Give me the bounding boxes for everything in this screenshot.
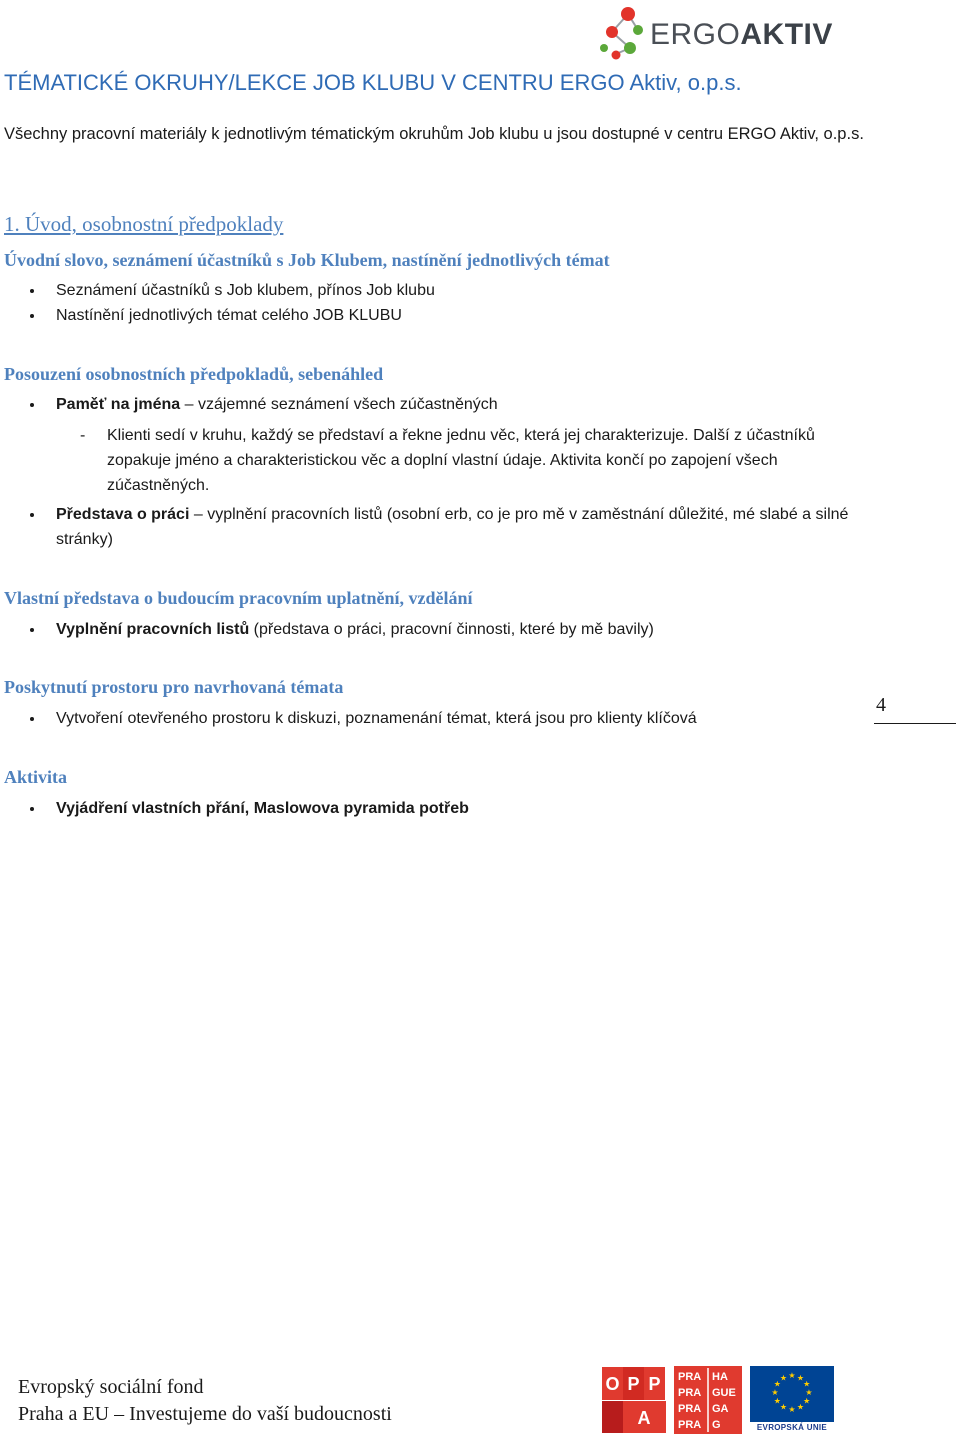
bullet-bold-text: Vyplnění pracovních listů — [56, 621, 250, 638]
praha-cell: G — [712, 1419, 721, 1431]
bullet-bold-text: Představa o práci — [56, 506, 190, 523]
footer-line-2: Praha a EU – Investujeme do vaší budoucnosti — [18, 1403, 392, 1425]
list-item: Nastínění jednotlivých témat celého JOB KLUBU — [30, 303, 860, 328]
svg-text:★: ★ — [771, 1388, 779, 1397]
eu-label: EVROPSKÁ UNIE — [756, 1423, 828, 1432]
footer-text — [18, 1374, 392, 1428]
page-number-rule — [874, 723, 956, 724]
bullet-text: (představa o práci, pracovní činnosti, které by mě bavily) — [249, 621, 654, 638]
praha-cell: PRA — [678, 1371, 702, 1383]
svg-text:★: ★ — [788, 1371, 796, 1380]
opp-letter: P — [627, 1374, 640, 1394]
bullet-bold-text: Paměť na jména — [56, 396, 181, 413]
future-bullet-list — [30, 617, 860, 642]
personality-bullet-list-1 — [30, 392, 860, 417]
svg-text:★: ★ — [788, 1405, 796, 1414]
dash-list-item — [80, 423, 840, 498]
opp-letter: O — [605, 1374, 620, 1394]
list-item — [30, 617, 860, 642]
heading-topics-space: Poskytnutí prostoru pro navrhovaná témata — [4, 677, 344, 697]
page-number: 4 — [876, 694, 886, 716]
dash-item-text: Klienti sedí v kruhu, každý se představí a řekne jednu věc, která jej charakterizuje. Další z účastníků zopakuje jméno a charakteristickou věc a doplní vlastní údaje. Aktivita končí po zapojení všech zúčastněných. — [107, 427, 815, 494]
svg-text:★: ★ — [803, 1379, 811, 1389]
praha-cell: GUE — [712, 1387, 736, 1399]
opp-letter: P — [648, 1374, 661, 1394]
praha-cell: PRA — [678, 1403, 702, 1415]
list-item: Seznámení účastníků s Job klubem, přínos Job klubu — [30, 278, 860, 303]
praha-cell: PRA — [678, 1419, 702, 1431]
svg-text:★: ★ — [805, 1388, 813, 1397]
bullet-text: – vyplnění pracovních listů (osobní erb, co je pro mě v zaměstnání důležité, mé slabé a silné stránky) — [56, 506, 849, 548]
svg-text:★: ★ — [796, 1373, 805, 1383]
praha-cell: GA — [712, 1403, 729, 1415]
svg-text:★: ★ — [779, 1373, 788, 1383]
list-item — [30, 392, 860, 417]
dash-marker: - — [80, 427, 86, 444]
logo-word-aktiv: AKTIV — [740, 18, 833, 51]
eu-logo — [750, 1366, 834, 1434]
logo-word-ergo: ERGO — [650, 18, 741, 51]
heading-intro-word: Úvodní slovo, seznámení účastníků s Job Klubem, nastínění jednotlivých témat — [4, 250, 610, 270]
svg-text:★: ★ — [779, 1402, 788, 1412]
praha-logo — [674, 1366, 742, 1434]
section-title: 1. Úvod, osobnostní předpoklady — [4, 212, 284, 236]
svg-text:★: ★ — [773, 1396, 781, 1406]
bullet-bold-text: Vyjádření vlastních přání, Maslowova pyramida potřeb — [56, 800, 469, 817]
intro-paragraph: Všechny pracovní materiály k jednotlivým tématickým okruhům Job klubu u jsou dostupné v centru ERGO Aktiv, o.p.s. — [4, 125, 864, 143]
eu-flag-icon — [750, 1366, 834, 1422]
personality-bullet-list-2 — [30, 502, 860, 552]
list-item — [30, 796, 860, 821]
opp-letter: A — [637, 1408, 651, 1428]
list-item: Vytvoření otevřeného prostoru k diskuzi, poznamenání témat, která jsou pro klienty klíčová — [30, 706, 860, 731]
opp-logo — [601, 1366, 667, 1434]
logo-wordmark — [650, 18, 833, 52]
ergo-aktiv-logo — [598, 4, 838, 64]
svg-text:★: ★ — [803, 1396, 811, 1406]
page-title: TÉMATICKÉ OKRUHY/LEKCE JOB KLUBU V CENTRU ERGO Aktiv, o.p.s. — [4, 70, 742, 95]
molecule-logo-icon — [598, 4, 648, 64]
svg-text:★: ★ — [796, 1402, 805, 1412]
intro-bullet-list — [30, 278, 860, 328]
heading-personality: Posouzení osobnostních předpokladů, sebenáhled — [4, 364, 384, 384]
bullet-text: – vzájemné seznámení všech zúčastněných — [180, 396, 498, 413]
heading-activity: Aktivita — [4, 767, 67, 787]
activity-bullet-list — [30, 796, 860, 821]
praha-cell: PRA — [678, 1387, 702, 1399]
list-item — [30, 502, 860, 552]
svg-text:★: ★ — [773, 1379, 781, 1389]
heading-future-employment: Vlastní představa o budoucím pracovním uplatnění, vzdělání — [4, 588, 473, 608]
praha-cell: HA — [712, 1371, 728, 1383]
topics-bullet-list — [30, 706, 860, 731]
footer-line-1: Evropský sociální fond — [18, 1376, 204, 1398]
